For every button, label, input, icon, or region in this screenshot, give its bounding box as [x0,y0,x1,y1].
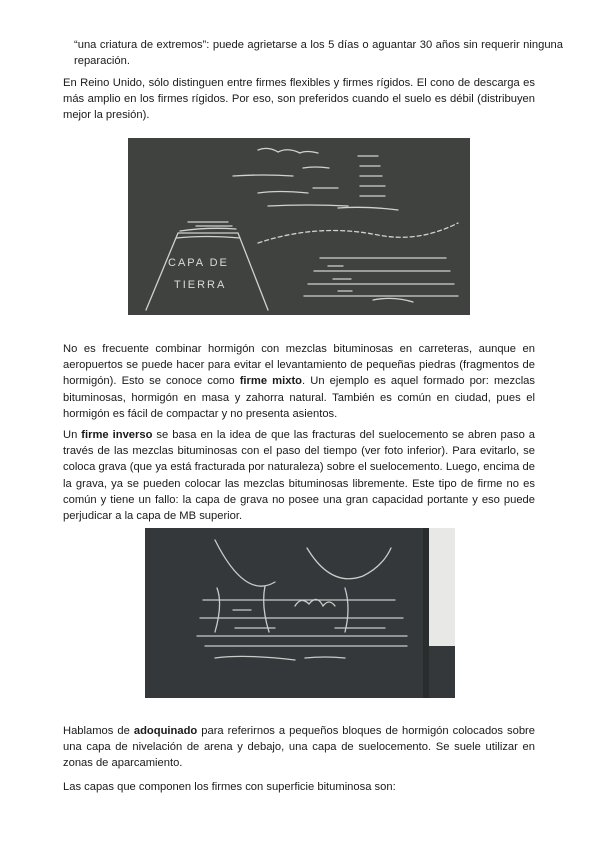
adoquinado-text-before: Hablamos de [63,725,134,737]
mixto-term: firme mixto [239,375,303,388]
mixto-text-after: . Un ejemplo es aquel formado por: mezclas bituminosas, hormigón en masa y zahorra natural. También es común en ciudad, pues el hormigón es fácil de compactar y no presenta asientos. [63,375,535,420]
board-label-capa: CAPA DE [168,257,229,269]
mixto-text-before: No es frecuente combinar hormigón con mezclas bituminosas en carreteras, aunque en aeropuertos se puede hacer para evitar el levantamiento de pequeñas piedras (fragmentos de hormigón). Esto se conoce como [63,343,535,388]
board-label-tierra: TIERRA [174,279,227,291]
chalkboard-photo-1 [128,138,470,315]
inverso-text-after: se basa en la idea de que las fracturas del suelocemento se abren paso a través de las mezclas bituminosas con el paso del tiempo (ver foto inferior). Para evitarlo, se coloca grava (que ya está fracturada por naturaleza) sobre el suelocemento. Luego, encima de la grava, ya se pueden colocar las mezclas bituminosas libremente. Este tipo de firme no es común y tiene un fallo: la capa de grava no posee una gran capacidad portante y eso puede perjudicar a la capa de MB superior. [63,429,535,523]
capas-paragraph [63,779,535,795]
mixto-paragraph [63,341,535,422]
chalk-sketch-2 [145,528,455,698]
inverso-paragraph [63,427,535,524]
chalk-sketch-1 [128,138,470,315]
adoquinado-term: adoquinado [133,725,198,737]
inverso-term: firme inverso [81,429,153,441]
uk-text: En Reino Unido, sólo distinguen entre firmes flexibles y firmes rígidos. El cono de descarga es más amplio en los firmes rígidos. Por eso, son preferidos cuando el suelo es débil (distribuyen mejor la presión). [63,77,535,122]
intro-text: “una criatura de extremos”: puede agrietarse a los 5 días o aguantar 30 años sin requerir ninguna reparación. [74,39,563,68]
intro-paragraph [74,37,563,69]
uk-paragraph [63,75,535,124]
capas-text: Las capas que componen los firmes con superficie bituminosa son: [63,781,396,793]
adoquinado-text-after: para referirnos a pequeños bloques de hormigón colocados sobre una capa de nivelación de arena y debajo, una capa de suelocemento. Se suele utilizar en zonas de aparcamiento. [63,725,535,770]
adoquinado-paragraph [63,723,535,772]
chalkboard-photo-2 [145,528,455,698]
inverso-text-before: Un [63,429,82,441]
